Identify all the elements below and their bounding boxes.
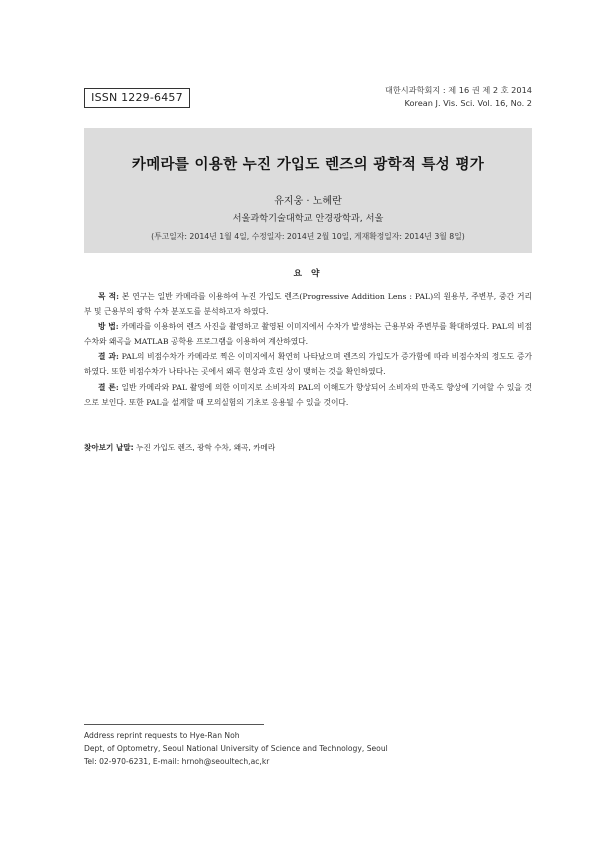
- footnote-divider: [84, 724, 264, 725]
- keywords-label: 찾아보기 낱말:: [84, 443, 134, 452]
- abstract-heading: 요 약: [293, 269, 323, 279]
- abstract-purpose: [84, 289, 532, 319]
- methods-text: 카메라를 이용하여 렌즈 사진을 촬영하고 촬영된 이미지에서 수차가 발생하는 근용부와 주변부를 확대하였다. PAL의 비점수차와 왜곡을 MATLAB 공학용 프로그램을 이용하여 계산하였다.: [84, 322, 532, 347]
- results-text: PAL의 비점수차가 카메라로 찍은 이미지에서 확연히 나타났으며 렌즈의 가입도가 증가함에 따라 비점수차의 정도도 증가하였다. 또한 비점수차가 나타나는 곳에서 왜곡 현상과 흐린 상이 맺히는 것을 확인하였다.: [84, 352, 532, 377]
- correspondence-footnote: [84, 729, 532, 768]
- title-band: [84, 128, 532, 253]
- footnote-line-3: Tel: 02-970-6231, E-mail: hrnoh@seoultech,ac,kr: [84, 757, 270, 766]
- article-authors: 유지웅 · 노혜란: [274, 196, 342, 207]
- abstract-body: [84, 289, 532, 410]
- article-title: 카메라를 이용한 누진 가입도 렌즈의 광학적 특성 평가: [131, 157, 485, 173]
- purpose-text: 본 연구는 일반 카메라를 이용하여 누진 가입도 렌즈(Progressive Addition Lens : PAL)의 원용부, 주변부, 중간 거리부 및 근용부의 광학 수차 분포도를 분석하고자 하였다.: [84, 292, 532, 317]
- conclusion-text: 일반 카메라와 PAL 촬영에 의한 이미지로 소비자의 PAL의 이해도가 향상되어 소비자의 만족도 향상에 기여할 수 있을 것으로 보인다. 또한 PAL을 설계할 때 모의실험의 기초로 응용될 수 있을 것이다.: [84, 382, 532, 407]
- keywords: [84, 442, 532, 453]
- article-dates: (투고일자: 2014년 1월 4일, 수정일자: 2014년 2월 10일, 게재확정일자: 2014년 3월 8일): [151, 232, 465, 241]
- journal-citation-en: Korean J. Vis. Sci. Vol. 16, No. 2: [404, 98, 532, 108]
- article-affiliation: 서울과학기술대학교 안경광학과, 서울: [232, 213, 384, 224]
- issn-box: ISSN 1229-6457: [84, 88, 190, 108]
- footnote-line-1: Address reprint requests to Hye-Ran Noh: [84, 731, 240, 740]
- abstract-conclusion: [84, 380, 532, 410]
- keywords-text: 누진 가입도 렌즈, 광학 수차, 왜곡, 카메라: [133, 443, 276, 452]
- abstract-methods: [84, 319, 532, 349]
- results-label: 결 과:: [98, 352, 119, 362]
- methods-label: 방 법:: [98, 322, 119, 332]
- journal-citation: [385, 84, 532, 110]
- footnote-line-2: Dept, of Optometry, Seoul National University of Science and Technology, Seoul: [84, 744, 388, 753]
- abstract-results: [84, 349, 532, 379]
- conclusion-label: 결 론:: [98, 382, 119, 392]
- journal-citation-ko: 대한시과학회지 : 제 16 권 제 2 호 2014: [384, 85, 532, 95]
- purpose-label: 목 적:: [98, 292, 119, 301]
